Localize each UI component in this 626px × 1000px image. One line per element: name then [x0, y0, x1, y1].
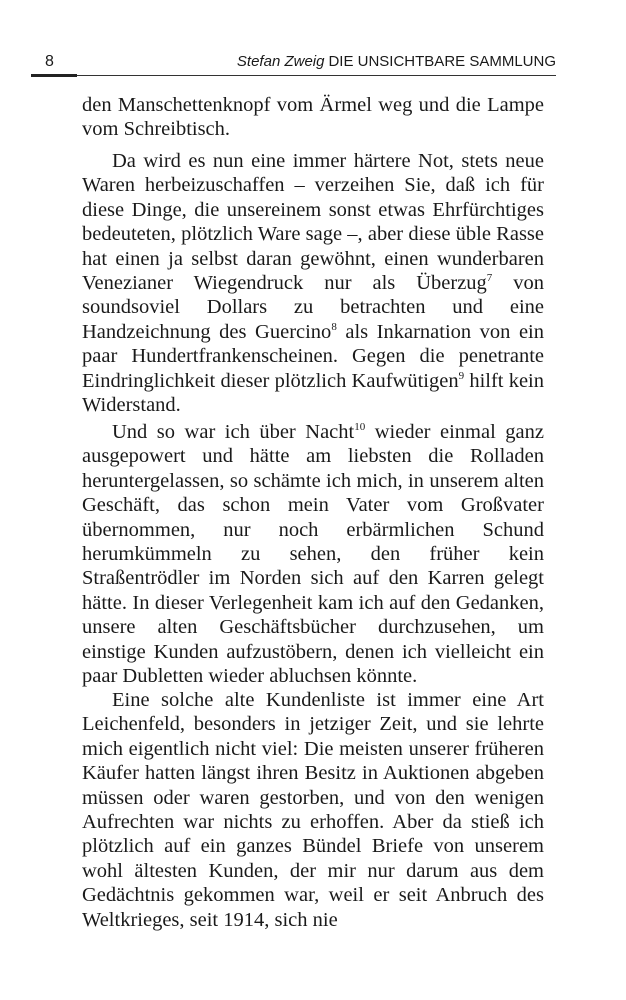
paragraph-text: wieder einmal ganz ausgepowert und hätte am liebsten die Rolladen heruntergelassen, so schämte ich mich, in unserem alten Geschäft, das schon mein Vater vom Großvater übernommen, nur noch erbärmlichen Schund herumkümmeln zu sehen, den früher kein Straßentrödler im Norden sich auf den Karren gelegt hätte. In dieser Verlegenheit kam ich auf den Gedanken, unsere alten Geschäftsbücher durchzusehen, um einstige Kunden aufzustöbern, denen ich vielleicht ein paar Dubletten wieder abluchsen könnte. [82, 421, 544, 688]
running-head [237, 52, 556, 72]
paragraph-text: Eine solche alte Kundenliste ist immer eine Art Leichenfeld, besonders in jetziger Zeit, und sie lehrte mich eigentlich nicht viel: Die meisten unserer früheren Käufer hatten längst ihren Besitz in Auktionen abgeben müssen oder waren gestorben, und von den wenigen Aufrechten war nichts zu erhoffen. Aber da stieß ich plötzlich auf ein ganzes Bündel Briefe von unserem wohl ältesten Kunden, der mir nur darum aus dem Gedächtnis gekommen war, weil er seit Anbruch des Weltkrieges, seit 1914, sich nie [82, 689, 544, 931]
footnote-marker[interactable]: 9 [458, 369, 465, 382]
paragraph-text: von soundsoviel Dollars zu betrachten und eine Handzeichnung des Guercino [82, 272, 545, 343]
paragraph-text: Und so war ich über Nacht [112, 421, 355, 443]
footnote-marker[interactable]: 10 [354, 421, 366, 433]
footnote-marker[interactable]: 8 [331, 320, 337, 333]
header-rule-accent [31, 74, 77, 77]
paragraph-4 [82, 688, 544, 932]
footnote-marker[interactable]: 7 [486, 272, 493, 285]
running-header [31, 52, 556, 76]
paragraph-2 [82, 149, 544, 417]
header-rule [31, 75, 556, 76]
author-name: Stefan Zweig [236, 53, 325, 70]
paragraph-text: Da wird es nun eine immer härtere Not, stets neue Waren herbeizuschaffen – verzeihen Sie, daß ich für diese Dinge, die unsereinem sonst etwas Ehrfürchtiges bedeuteten, plötzlich Ware sage –, aber diese üble Rasse hat einen ja selbst daran gewöhnt, einen wunderbaren Venezianer Wiegendruck nur als Überzug [82, 150, 544, 295]
paragraph-text: hilft kein Widerstand. [82, 369, 544, 417]
page-number: 8 [45, 53, 54, 70]
paragraph-text: den Manschettenknopf vom Ärmel weg und die Lampe vom Schreibtisch. [82, 94, 544, 141]
paragraph-3 [82, 420, 544, 688]
paragraph-1 [82, 93, 544, 142]
paragraph-text: als Inkarnation von ein paar Hundertfrankenscheinen. Gegen die penetrante Eindringlichkeit dieser plötzlich Kaufwütigen [82, 320, 544, 392]
book-title: DIE UNSICHTBARE SAMMLUNG [328, 53, 556, 70]
